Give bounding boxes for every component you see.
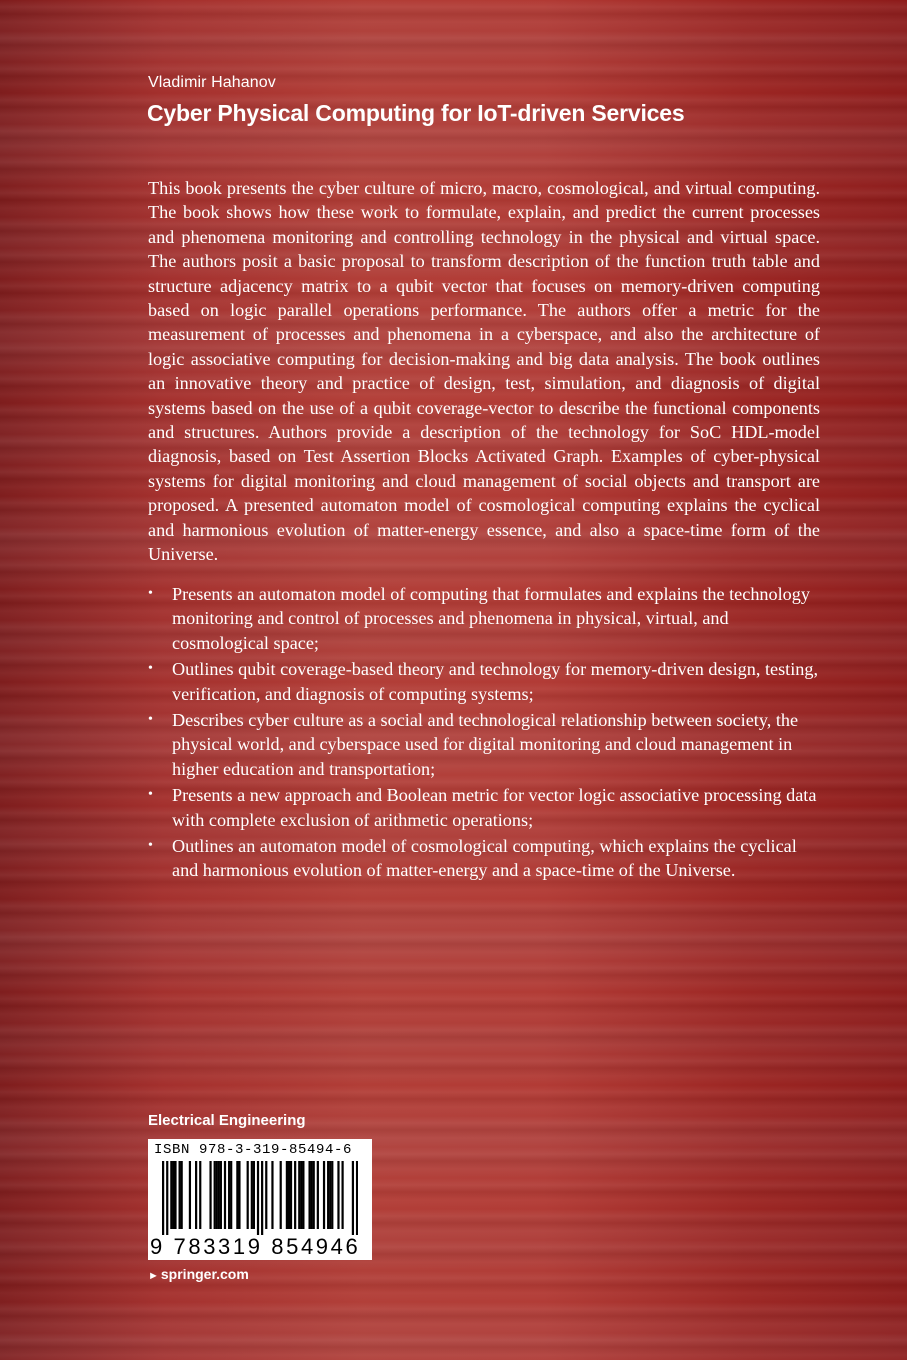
barcode-bar [199,1161,201,1229]
book-title: Cyber Physical Computing for IoT-driven Services [147,100,685,126]
barcode-bar [216,1161,218,1229]
barcode-bar [341,1161,343,1229]
barcode-bar [209,1161,211,1229]
publisher-url: springer.com [160,1266,249,1282]
list-item-text: Presents a new approach and Boolean metric for vector logic associative processing data with complete exclusion of arithmetic operations; [172,785,817,830]
list-item-text: Presents an automaton model of computing that formulates and explains the technology monitoring and control of processes and phenomena in physical, virtual, and cosmological space; [172,584,810,653]
subject-category: Electrical Engineering [148,1112,306,1129]
barcode-bar [313,1161,315,1229]
barcode-bar [162,1161,164,1235]
barcode-bar [253,1161,255,1229]
list-item [148,834,820,883]
list-item [148,582,820,655]
book-description: This book presents the cyber culture of micro, macro, cosmological, and virtual computing. The book shows how these work to formulate, explain, and predict the current processes and phenomena monitoring and controlling technology in the physical and virtual space. The authors posit a basic proposal to transform description of the function truth table and structure adjacency matrix to a qubit vector that focuses on memory-driven computing based on logic parallel operations performance. The authors offer a metric for the measurement of processes and phenomena in a cyberspace, and also the architecture of logic associative computing for decision-making and big data analysis. The book outlines an innovative theory and practice of design, test, simulation, and diagnosis of digital systems based on the use of a qubit coverage-vector to describe the functional components and structures. Authors provide a description of the technology for SoC HDL-model diagnosis, based on Test Assertion Blocks Activated Graph. Examples of cyber-physical systems for digital monitoring and cloud management of social objects and transport are proposed. A presented automaton model of cosmological computing explains the cyclical and harmonious evolution of matter-energy essence, and also a space-time form of the Universe. [148,178,820,565]
publisher-link[interactable] [148,1266,249,1282]
barcode-bar [247,1161,249,1229]
list-item [148,783,820,832]
barcode-bar [170,1161,172,1229]
barcode-bar [236,1161,238,1229]
bullet-icon: • [148,712,153,728]
feature-list [148,582,820,885]
isbn-label: ISBN 978-3-319-85494-6 [154,1142,353,1158]
barcode-bar [181,1161,183,1229]
bullet-icon: • [148,838,153,854]
barcode-bar [352,1161,354,1235]
barcode-bar [298,1161,300,1229]
barcode-bar [317,1161,319,1229]
barcode-bar [251,1161,253,1229]
barcode-bar [189,1161,191,1229]
barcode-bar [300,1161,302,1229]
barcode-bar [329,1161,331,1229]
barcode-bar [302,1161,304,1229]
barcode-bar [261,1161,263,1235]
barcode-bar [294,1161,296,1229]
barcode-bar [238,1161,240,1229]
barcode-bar [265,1161,267,1229]
barcode-bar [214,1161,216,1229]
barcode-bar [195,1161,197,1229]
barcode-bar [280,1161,282,1229]
barcode-bar [220,1161,222,1229]
barcode-bar [271,1161,273,1229]
bullet-icon: • [148,586,153,601]
barcode-bar [308,1161,310,1229]
barcode-bar [172,1161,174,1229]
barcode-bar [311,1161,313,1229]
author-name: Vladimir Hahanov [148,74,276,91]
barcode-digits: 9 783319 854946 [150,1234,361,1259]
list-item-text: Outlines an automaton model of cosmological computing, which explains the cyclical and harmonious evolution of matter-energy and a space-time of the Universe. [172,836,797,881]
barcode-bars [162,1161,358,1235]
barcode-bar [218,1161,220,1229]
barcode-bar [288,1161,290,1229]
arrow-icon: ► [148,1270,159,1282]
barcode-bar [337,1161,339,1229]
barcode-bar [174,1161,176,1229]
barcode-bar [228,1161,230,1229]
barcode-bar [166,1161,168,1235]
barcode-bar [323,1161,325,1229]
barcode-bar [290,1161,292,1229]
list-item-text: Outlines qubit coverage-based theory and technology for memory-driven design, testing, verification, and diagnosis of computing systems; [172,659,818,704]
barcode-bar [327,1161,329,1229]
barcode-bar [257,1161,259,1235]
bullet-icon: • [148,661,153,677]
barcode-bar [224,1161,226,1229]
list-item-text: Describes cyber culture as a social and technological relationship between society, the physical world, and cyberspace used for digital monitoring and cloud management in higher education and transportation; [172,710,799,779]
barcode-bar [331,1161,333,1229]
list-item [148,657,820,706]
barcode-bar [286,1161,288,1229]
barcode-bar [179,1161,181,1229]
bullet-icon: • [148,787,153,803]
barcode-bar [356,1161,358,1235]
list-item [148,708,820,781]
barcode-bar [230,1161,232,1229]
isbn-barcode [148,1139,372,1260]
